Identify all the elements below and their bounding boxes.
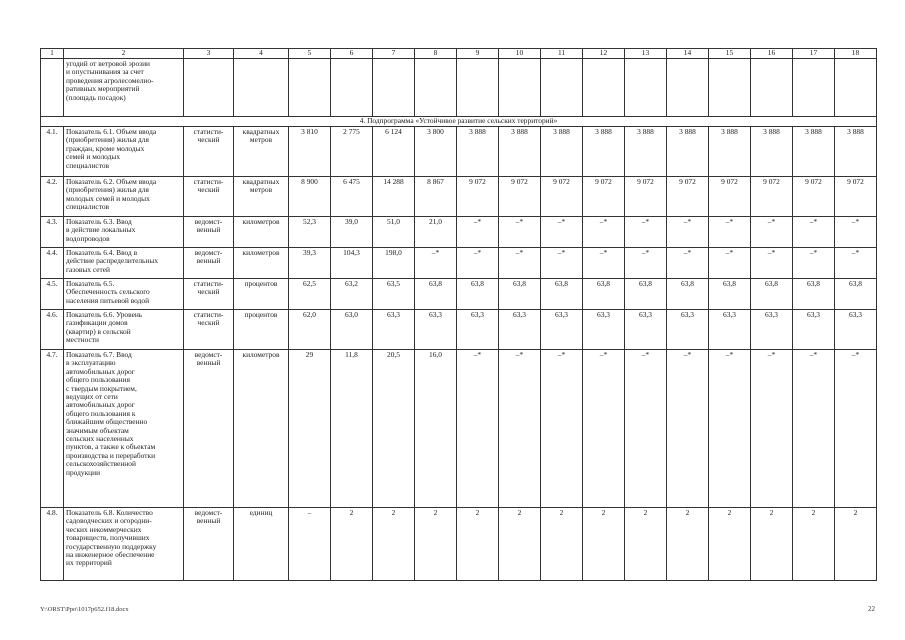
carry-over-row <box>41 59 877 117</box>
value-cell: 3 888 <box>835 127 877 177</box>
unit-of-measure: процентов <box>234 279 289 310</box>
value-cell: 8 867 <box>415 177 457 217</box>
value-cell: 9 072 <box>541 177 583 217</box>
value-cell: 52,3 <box>289 217 331 248</box>
value-cell: –* <box>709 350 751 508</box>
value-cell: –* <box>541 217 583 248</box>
value-cell: 63,8 <box>835 279 877 310</box>
column-header: 15 <box>709 49 751 59</box>
value-cell: 63,8 <box>541 279 583 310</box>
value-cell: –* <box>457 248 499 279</box>
value-cell: 2 <box>625 508 667 581</box>
value-cell: –* <box>751 350 793 508</box>
value-cell: 16,0 <box>415 350 457 508</box>
row-number: 4.5. <box>41 279 64 310</box>
indicator-label: Показатель 6.2. Объем ввода (приобретения) жилья для молодых семей и молодых специалистов <box>64 177 184 217</box>
value-cell: –* <box>751 217 793 248</box>
column-header: 3 <box>184 49 234 59</box>
value-cell: –* <box>499 248 541 279</box>
column-header: 16 <box>751 49 793 59</box>
value-cell: –* <box>625 217 667 248</box>
value-cell: 63,3 <box>499 310 541 350</box>
value-cell: 11,8 <box>331 350 373 508</box>
column-header: 7 <box>373 49 415 59</box>
value-cell: 63,8 <box>583 279 625 310</box>
value-cell: 9 072 <box>625 177 667 217</box>
value-cell: 63,3 <box>457 310 499 350</box>
value-cell: –* <box>793 248 835 279</box>
value-cell: 63,8 <box>751 279 793 310</box>
data-source: статисти- ческий <box>184 127 234 177</box>
value-cell: 2 <box>709 508 751 581</box>
row-number: 4.1. <box>41 127 64 177</box>
value-cell: –* <box>793 350 835 508</box>
value-cell: 2 <box>541 508 583 581</box>
value-cell: 63,3 <box>793 310 835 350</box>
value-cell: 9 072 <box>667 177 709 217</box>
data-source: статисти- ческий <box>184 310 234 350</box>
value-cell: –* <box>583 217 625 248</box>
value-cell: 63,3 <box>835 310 877 350</box>
column-header: 6 <box>331 49 373 59</box>
value-cell: 21,0 <box>415 217 457 248</box>
value-cell: 63,8 <box>499 279 541 310</box>
value-cell: 8 900 <box>289 177 331 217</box>
indicator-label: Показатель 6.1. Объем ввода (приобретения) жилья для граждан, кроме молодых семей и молодых специалистов <box>64 127 184 177</box>
value-cell: 3 888 <box>793 127 835 177</box>
unit-of-measure: километров <box>234 217 289 248</box>
value-cell: –* <box>625 248 667 279</box>
data-source: ведомст- венный <box>184 217 234 248</box>
unit-of-measure: единиц <box>234 508 289 581</box>
value-cell: 63,5 <box>373 279 415 310</box>
value-cell: 2 <box>499 508 541 581</box>
value-cell: –* <box>667 248 709 279</box>
value-cell: –* <box>835 217 877 248</box>
footer-page-number: 22 <box>868 605 875 613</box>
value-cell: –* <box>499 350 541 508</box>
indicator-label: Показатель 6.6. Уровень газификации домов (квартир) в сельской местности <box>64 310 184 350</box>
value-cell: –* <box>751 248 793 279</box>
value-cell: 3 810 <box>289 127 331 177</box>
value-cell: 3 888 <box>709 127 751 177</box>
data-source: статисти- ческий <box>184 177 234 217</box>
value-cell: –* <box>457 217 499 248</box>
value-cell: – <box>289 508 331 581</box>
column-header: 11 <box>541 49 583 59</box>
indicator-row <box>41 127 877 177</box>
value-cell: 198,0 <box>373 248 415 279</box>
value-cell: –* <box>835 350 877 508</box>
value-cell: 9 072 <box>835 177 877 217</box>
indicator-label: Показатель 6.8. Количество садоводческих и огородни- ческих некоммерческих товариществ, получивших государственную поддержку на инженерное обеспечение их территорий <box>64 508 184 581</box>
column-header: 18 <box>835 49 877 59</box>
value-cell: 9 072 <box>751 177 793 217</box>
value-cell: 63,2 <box>331 279 373 310</box>
value-cell: 2 <box>835 508 877 581</box>
column-header: 17 <box>793 49 835 59</box>
value-cell: 2 <box>373 508 415 581</box>
value-cell: 6 475 <box>331 177 373 217</box>
value-cell: 63,3 <box>751 310 793 350</box>
indicator-label: Показатель 6.5. Обеспеченность сельского населения питьевой водой <box>64 279 184 310</box>
value-cell: 3 888 <box>625 127 667 177</box>
value-cell: 63,3 <box>709 310 751 350</box>
column-header: 10 <box>499 49 541 59</box>
indicator-row <box>41 310 877 350</box>
unit-of-measure: километров <box>234 248 289 279</box>
row-number: 4.7. <box>41 350 64 508</box>
indicator-table-page <box>40 48 877 581</box>
value-cell: 63,8 <box>415 279 457 310</box>
column-header: 12 <box>583 49 625 59</box>
indicator-row <box>41 248 877 279</box>
column-header: 8 <box>415 49 457 59</box>
indicator-table <box>40 48 877 581</box>
unit-of-measure: процентов <box>234 310 289 350</box>
value-cell: 39,0 <box>331 217 373 248</box>
value-cell: 63,8 <box>625 279 667 310</box>
value-cell: –* <box>583 248 625 279</box>
data-source: ведомст- венный <box>184 350 234 508</box>
value-cell: 2 <box>457 508 499 581</box>
indicator-label: Показатель 6.7. Ввод в эксплуатацию автомобильных дорог общего пользования с твердым покрытием, ведущих от сети автомобильных дорог общего пользования к ближайшим общественно значимым объектам сельских населенных пунктов, а также к объектам производства и переработки сельскохозяйственной продукции <box>64 350 184 508</box>
value-cell: 29 <box>289 350 331 508</box>
column-header: 4 <box>234 49 289 59</box>
value-cell: 62,5 <box>289 279 331 310</box>
value-cell: 9 072 <box>583 177 625 217</box>
value-cell: 39,3 <box>289 248 331 279</box>
value-cell: 6 124 <box>373 127 415 177</box>
value-cell: –* <box>583 350 625 508</box>
value-cell: –* <box>667 350 709 508</box>
row-number: 4.6. <box>41 310 64 350</box>
column-header: 14 <box>667 49 709 59</box>
value-cell: –* <box>541 350 583 508</box>
value-cell: 14 288 <box>373 177 415 217</box>
indicator-row <box>41 508 877 581</box>
value-cell: 63,8 <box>793 279 835 310</box>
value-cell: 20,5 <box>373 350 415 508</box>
value-cell: 3 888 <box>457 127 499 177</box>
column-header: 13 <box>625 49 667 59</box>
unit-of-measure: квадратных метров <box>234 177 289 217</box>
value-cell: 63,8 <box>457 279 499 310</box>
value-cell: 2 <box>667 508 709 581</box>
value-cell: 9 072 <box>457 177 499 217</box>
data-source: статисти- ческий <box>184 279 234 310</box>
carry-over-label: угодий от ветровой эрозии и опустынивания за счет проведения агролесомелио- ративных мероприятий (площадь посадок) <box>64 59 184 117</box>
value-cell: 2 <box>793 508 835 581</box>
value-cell: 63,8 <box>709 279 751 310</box>
row-number: 4.4. <box>41 248 64 279</box>
value-cell: 3 800 <box>415 127 457 177</box>
subprogram-row <box>41 117 877 127</box>
value-cell: –* <box>835 248 877 279</box>
value-cell: –* <box>541 248 583 279</box>
indicator-row <box>41 350 877 508</box>
value-cell: –* <box>709 248 751 279</box>
value-cell: 104,3 <box>331 248 373 279</box>
value-cell: 2 775 <box>331 127 373 177</box>
value-cell: 3 888 <box>667 127 709 177</box>
value-cell: 2 <box>583 508 625 581</box>
value-cell: –* <box>457 350 499 508</box>
value-cell: 9 072 <box>709 177 751 217</box>
value-cell: –* <box>667 217 709 248</box>
column-header: 2 <box>64 49 184 59</box>
value-cell: –* <box>793 217 835 248</box>
value-cell: 3 888 <box>583 127 625 177</box>
value-cell: 63,3 <box>625 310 667 350</box>
value-cell: 62,0 <box>289 310 331 350</box>
data-source: ведомст- венный <box>184 508 234 581</box>
indicator-row <box>41 279 877 310</box>
value-cell: 63,3 <box>415 310 457 350</box>
value-cell: 9 072 <box>499 177 541 217</box>
row-number: 4.3. <box>41 217 64 248</box>
value-cell: –* <box>415 248 457 279</box>
value-cell: –* <box>499 217 541 248</box>
value-cell: 51,0 <box>373 217 415 248</box>
subprogram-title: 4. Подпрограмма «Устойчивое развитие сельских территорий» <box>41 117 877 127</box>
value-cell: 63,3 <box>667 310 709 350</box>
value-cell: 63,3 <box>541 310 583 350</box>
value-cell: 63,8 <box>667 279 709 310</box>
indicator-row <box>41 177 877 217</box>
value-cell: 63,0 <box>331 310 373 350</box>
column-header: 5 <box>289 49 331 59</box>
indicator-label: Показатель 6.3. Ввод в действие локальных водопроводов <box>64 217 184 248</box>
header-row <box>41 49 877 59</box>
row-number: 4.2. <box>41 177 64 217</box>
footer-file-path: Y:\ORST\Ppo\1017p652.f18.docx <box>40 606 129 613</box>
indicator-label: Показатель 6.4. Ввод в действие распределительных газовых сетей <box>64 248 184 279</box>
value-cell: –* <box>625 350 667 508</box>
value-cell: 63,3 <box>373 310 415 350</box>
unit-of-measure: километров <box>234 350 289 508</box>
value-cell: 3 888 <box>541 127 583 177</box>
value-cell: 2 <box>751 508 793 581</box>
column-header: 1 <box>41 49 64 59</box>
value-cell: 2 <box>331 508 373 581</box>
column-header: 9 <box>457 49 499 59</box>
row-number: 4.8. <box>41 508 64 581</box>
value-cell: 3 888 <box>751 127 793 177</box>
unit-of-measure: квадратных метров <box>234 127 289 177</box>
value-cell: 9 072 <box>793 177 835 217</box>
value-cell: 2 <box>415 508 457 581</box>
value-cell: 63,3 <box>583 310 625 350</box>
indicator-row <box>41 217 877 248</box>
value-cell: –* <box>709 217 751 248</box>
value-cell: 3 888 <box>499 127 541 177</box>
data-source: ведомст- венный <box>184 248 234 279</box>
